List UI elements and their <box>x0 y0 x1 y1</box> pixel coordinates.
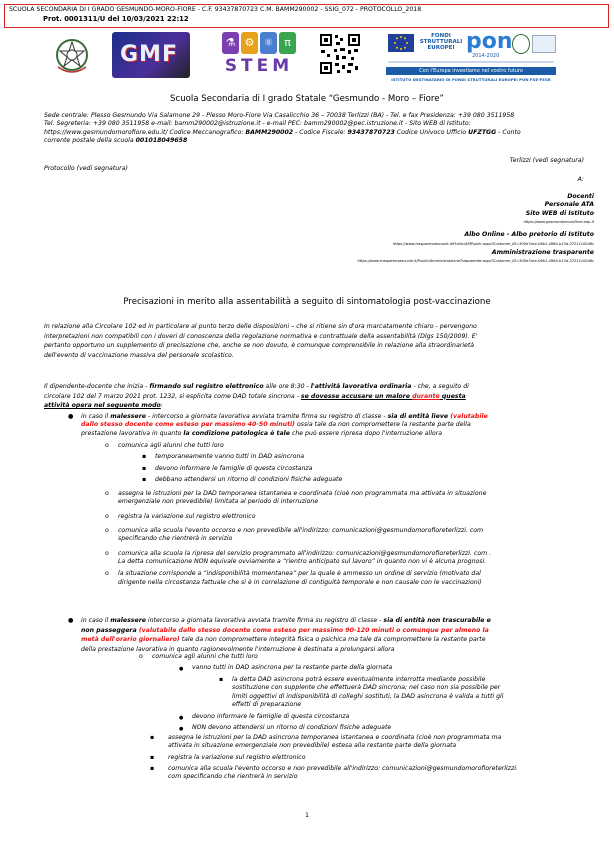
recipient-docenti: Docenti <box>567 193 594 200</box>
contacts-line-4 <box>44 137 584 145</box>
procedure-line-3 <box>44 401 589 411</box>
procedure-2a: circolare 102 del 7 marzo 2021 prot. 1232, si esplicita come DAD totale sincrona - <box>44 392 301 400</box>
case-severe-line-2 <box>81 626 596 636</box>
pon-brand-text: pon <box>466 29 513 54</box>
case-mild-s1b: devono informare le famiglie di questa circostanza <box>155 464 313 472</box>
list-item <box>105 570 598 587</box>
page-number: 1 <box>305 812 309 819</box>
list-item <box>105 442 598 450</box>
square-bullet-icon: ▪ <box>150 764 155 772</box>
case-severe-2a: non passeggera <box>81 626 137 634</box>
list-item <box>142 475 598 484</box>
procedure-1c: alle ore 8:30 - <box>263 383 311 390</box>
case-mild-s2a: assegna le istruzioni per la DAD temporanea istantanea e coordinata (cioè non programmata ma attivata in situazione <box>118 490 487 498</box>
school-contacts <box>44 112 584 146</box>
case-mild-3b: la condizione patologica è tale <box>183 429 290 437</box>
pi-icon: π <box>279 32 296 54</box>
italian-republic-emblem <box>52 33 92 77</box>
case-severe-s2a: assegna le istruzioni per la DAD asincrona temporanea istantanea e coordinata (cioè non programmata ma <box>168 734 502 741</box>
square-bullet-icon: ▪ <box>142 453 147 461</box>
meccanografico-code: BAMM290002 <box>245 128 294 136</box>
case-mild-subsublist <box>118 453 598 484</box>
case-severe-3a: metà dell'orario giornaliero) <box>81 636 180 643</box>
contacts-line-3-g: - Conto <box>496 128 521 136</box>
case-severe-s1c: NON devono attendersi un ritorno di condizioni fisiche adeguate <box>192 724 392 732</box>
case-severe-s3: registra la variazione sul registro elettronico <box>168 753 306 761</box>
case-mild-block <box>68 413 596 438</box>
list-item <box>150 764 598 782</box>
fiscal-code: 93437870723 <box>347 128 395 136</box>
bullet-icon: ● <box>179 714 184 721</box>
procedure-3b: : <box>160 402 163 410</box>
contacts-line-4-a: corrente postale della scuola <box>44 137 136 145</box>
contacts-line-3 <box>44 129 584 137</box>
case-mild-1d: sia di entità lieve <box>387 413 449 420</box>
flask-icon: ⚗ <box>222 32 239 54</box>
case-severe-s1a1c: limiti oggettivi di indisponibilità di colleghi sostituti, la DAD asincrona è valida a tutti gli <box>232 692 504 700</box>
protocol-stamp <box>4 4 609 28</box>
gmf-logo-text: GMF <box>120 42 178 67</box>
case-mild-s6a: la situazione corrisponde a “indisponibilità momentanea” per la quale è ammesso un ordine di servizio (motivato dal <box>118 570 481 578</box>
case-mild-2a: dallo stesso docente come esteso per massimo 40-50 minuti) <box>81 421 295 429</box>
case-mild-s5a: comunica alla scuola la ripresa del servizio programmato all'indirizzo: comunicazioni@gesmundomorofioreterlizzi. com . <box>118 549 492 557</box>
case-mild-2b: ossia tale da non compromettere la restante parte della <box>294 421 471 429</box>
recipient-website: Sito WEB di Istituto <box>525 209 594 217</box>
case-severe-1b: malessere <box>110 617 146 624</box>
pon-subtitle-rule <box>388 61 554 63</box>
list-item <box>219 675 602 710</box>
case-severe-s1a1d: effetti di preparazione <box>232 701 302 709</box>
eu-flag-icon <box>388 34 414 52</box>
procedure-1b: firmando sul registro elettronico <box>149 383 264 390</box>
list-item <box>105 549 598 567</box>
case-severe-subsublist <box>152 664 602 732</box>
contacts-line-1: Sede centrale: Plesso Gesmundo Via Salamone 29 - Plesso Moro-Fiore Via Casalicchio 36 – 70038 Terlizzi (BA) - Tel. e fax Presidenza: +39 080 3511958 <box>44 112 515 119</box>
gmf-logo <box>112 32 190 78</box>
recipients-block <box>194 193 594 264</box>
list-item <box>150 734 598 751</box>
procedure-line-2 <box>44 392 589 402</box>
case-severe-item <box>68 616 596 654</box>
albo-url[interactable]: https://www.trasparenzascuole.it/Public/APJPublic.aspx?Customer_ID=300e7ace-06b1-496b-b13d-37211c52d6c <box>392 241 594 246</box>
square-bullet-icon: ▪ <box>150 734 155 741</box>
miur-logo-icon <box>532 35 556 53</box>
pon-footer-text: ISTITUTO DESTINATARIO DI FONDI STRUTTURALI EUROPEI PON FSE-FESR <box>391 77 551 82</box>
circle-bullet-icon: o <box>105 512 109 520</box>
place-line: Terlizzi (vedi segnatura) <box>509 157 584 164</box>
procedure-1d: l'attività lavorativa ordinaria <box>310 383 412 390</box>
procedure-2c: durante <box>412 392 440 400</box>
case-severe-2b: (valutabile dallo stesso docente come esteso per massimo 90-120 minuti o comunque per almeno la <box>136 626 489 634</box>
list-item <box>139 653 602 661</box>
contacts-line-3-c: - Codice Fiscale: <box>293 128 348 136</box>
case-severe-line-3 <box>81 635 596 645</box>
circle-bullet-icon: o <box>105 570 109 578</box>
circle-bullet-icon: o <box>105 490 109 498</box>
case-mild-1b: malessere <box>110 413 146 420</box>
case-severe-s4b: com specificando che rientrerà in servizio <box>168 773 298 781</box>
school-name: Scuola Secondaria di I grado Statale “Gesmundo - Moro – Fiore” <box>170 94 444 104</box>
recipient-albo: Albo Online - Albo pretorio di Istituto <box>464 231 594 239</box>
case-severe-block <box>68 616 596 654</box>
trasparenza-url[interactable]: https://www.trasparenzascuole.it/Public/AmministrazioneTrasparente.aspx?Customer_ID=300e7ace-06b1-496b-b13d-37211c52d6c <box>357 259 594 264</box>
case-mild-s3: registra la variazione sul registro elettronico <box>118 512 256 520</box>
case-mild-1e: (valutabile <box>448 413 488 420</box>
circle-bullet-icon: o <box>105 527 109 535</box>
case-mild-line-2 <box>81 421 596 429</box>
circle-bullet-icon: o <box>139 653 143 660</box>
case-mild-item <box>68 413 596 438</box>
case-mild-3a: prestazione lavorativa in quanto <box>81 429 184 437</box>
contacts-line-3-a: https://www.gesmundomorofiore.edu.it/ Codice Meccanografico: <box>44 128 246 136</box>
case-severe-line-4: della prestazione lavorativa in quanto ragionevolmente l'interruzione è destinata a prolungarsi allora <box>81 645 395 653</box>
case-mild-3c: che può essere ripresa dopo l'interruzione allora <box>289 429 443 437</box>
pon-slogan: Con l'Europa investiamo nel vostro futuro <box>386 67 556 75</box>
list-item <box>142 464 598 473</box>
case-mild-s5b: La detta comunicazione NON equivale ovviamente a “rientro anticipato sul lavoro” in quanto non vi è alcuna prognosi. <box>118 557 487 565</box>
contacts-line-2: Tel. Segreteria: +39 080 3511958 e-mail: bamm290002@istruzione.it - e-mail PEC: bamm290002@pec.istruzione.it - Sito WEB di Istituto: <box>44 120 471 128</box>
list-item <box>150 753 598 762</box>
case-severe-s4a: comunica alla scuola l'evento occorso e non prevedibile all'indirizzo: comunicazioni@gesmundomorofioreterlizzi. <box>168 764 518 772</box>
pon-funds-text: FONDI STRUTTURALI EUROPEI <box>419 33 463 52</box>
circle-bullet-icon: o <box>105 442 109 449</box>
intro-line-1: In relazione alla Circolare 102 ed in particolare al punto terzo delle disposizioni – che si ritiene sin d'ora marcatamente chiaro - pervengono <box>44 323 477 330</box>
stamp-line-1: SCUOLA SECONDARIA DI I GRADO GESMUNDO-MORO-FIORE - C.F. 93437870723 C.M. BAMM290002 - SSIG_072 - PROTOCOLLO_2018 <box>9 6 422 13</box>
circle-bullet-icon: o <box>105 549 109 557</box>
stem-logo <box>220 32 298 78</box>
square-bullet-icon: ▪ <box>142 464 147 472</box>
pon-banner <box>386 31 556 87</box>
list-item <box>179 712 602 721</box>
bullet-icon: ● <box>179 666 184 673</box>
case-mild-1a: in caso il <box>81 413 111 420</box>
intro-line-4: dell'evento di vaccinazione massiva del personale scolastico. <box>44 351 234 359</box>
case-severe-s1a: vanno tutti in DAD asincrona per la restante parte della giornata <box>192 664 393 672</box>
pon-years-text: 2014-2020 <box>472 53 500 59</box>
procedure-3a: attività opera nel seguente modo <box>44 402 161 410</box>
list-item <box>179 724 602 733</box>
list-item <box>179 664 602 673</box>
case-severe-s1b: devono informare le famiglie di questa circostanza <box>192 712 350 720</box>
list-item <box>105 490 598 507</box>
document-title: Precisazioni in merito alla assentabilità a seguito di sintomatologia post-vaccinazione <box>123 297 491 307</box>
case-mild-sublist <box>105 442 598 587</box>
italian-republic-small-icon <box>512 34 530 54</box>
intro-line-3: pertanto opportuno un supplemento di precisazione che, anche se non dovuto, è comunque comprensibile in relazione alla straordinarietà <box>44 342 475 350</box>
case-mild-s1c: debbano attendersi un ritorno di condizioni fisiche adeguate <box>155 475 343 483</box>
square-bullet-icon: ▪ <box>219 675 224 683</box>
atom-icon: ⚛ <box>260 32 277 54</box>
procedure-paragraph <box>44 382 589 411</box>
stem-text: STEM <box>224 56 294 76</box>
list-item <box>105 512 598 521</box>
list-item <box>142 453 598 461</box>
case-severe-1a: in caso il <box>81 617 111 624</box>
case-severe-actions <box>150 734 598 781</box>
case-severe-s1: comunica agli alunni che tutti loro <box>152 653 258 660</box>
contacts-line-3-e: Codice Univoco Ufficio <box>394 128 469 136</box>
bullet-icon: ● <box>179 726 184 733</box>
case-severe-s2b: attivata in situazione emergenziale non prevedibile) estesa alla restante parte della giornata <box>168 742 457 750</box>
bullet-icon: ● <box>68 413 74 420</box>
case-severe-line-1 <box>81 616 596 626</box>
procedure-line-1 <box>44 382 589 392</box>
website-url[interactable]: https://www.gesmundomorofiore.edu.it <box>523 220 594 225</box>
qr-code <box>318 32 362 76</box>
list-item <box>105 527 598 544</box>
case-mild-s4b: specificando che rientrerà in servizio <box>118 535 233 543</box>
case-severe-1c: intercorso a giornata lavorativa avviata tramite firma su registro di classe - <box>145 617 384 624</box>
bullet-icon: ● <box>68 617 74 624</box>
case-mild-1c: - intercorso a giornata lavorativa avviata tramite firma su registro di classe - <box>145 413 388 420</box>
recipient-ata: Personale ATA <box>544 201 594 209</box>
office-code: UFZTGG <box>468 128 497 136</box>
recipients-heading: A: <box>577 176 584 183</box>
case-severe-s1a1a: la detta DAD asincrona potrà essere eventualmente interrotta mediante possibile <box>232 675 486 683</box>
case-mild-s1a: temporaneamente vanno tutti in DAD asincrona <box>155 453 305 461</box>
recipient-trasparenza: Amministrazione trasparente <box>491 248 594 256</box>
square-bullet-icon: ▪ <box>150 753 155 761</box>
stem-icon-row <box>222 32 296 54</box>
square-bullet-icon: ▪ <box>142 475 147 483</box>
case-mild-s4a: comunica alla scuola l'evento occorso e non prevedibile all'indirizzo: comunicazioni@gesmundomorofioreterlizzi. com <box>118 527 484 535</box>
case-mild-s1: comunica agli alunni che tutti loro <box>118 442 224 449</box>
postal-account: 001018049658 <box>135 137 188 145</box>
procedure-1e: - che, a seguito di <box>411 383 469 390</box>
case-severe-3b: tale da non compromettere integrità fisica o psichica ma tale da compromettere la restante parte <box>179 636 486 643</box>
intro-paragraph <box>44 322 589 360</box>
case-mild-line-3 <box>81 430 596 438</box>
procedure-2d: questa <box>439 392 466 400</box>
procedure-1a: Il dipendente-docente che inizia - <box>44 383 150 390</box>
protocol-line: Protocollo (vedi segnatura) <box>44 165 128 172</box>
case-mild-s2b: emergenziale non prevedibile) limitata al periodo di interruzione <box>118 498 319 506</box>
stamp-protocol-number: Prot. 0001311/U del 10/03/2021 22:12 <box>43 15 189 23</box>
case-mild-s6b: dirigente nella circostanza fattuale che si è in correlazione di contiguità temporale e non causale con le vaccinazioni) <box>118 578 482 586</box>
gear-icon: ⚙ <box>241 32 258 54</box>
case-severe-1d: sia di entità non trascurabile e <box>383 617 491 624</box>
intro-line-2: interpretazioni non compatibili con i doveri di conoscenza della regolazione normativa e contrattuale della assentabilità (Dlgs 150/2009). E' <box>44 332 478 340</box>
procedure-2b: se dovesse accusare un malore <box>300 392 413 400</box>
case-severe-sublist <box>139 653 602 738</box>
case-severe-s1a1b: sostituzione con supplente che effettuerà DAD sincrona; nel caso non sia possibile per <box>232 684 501 692</box>
